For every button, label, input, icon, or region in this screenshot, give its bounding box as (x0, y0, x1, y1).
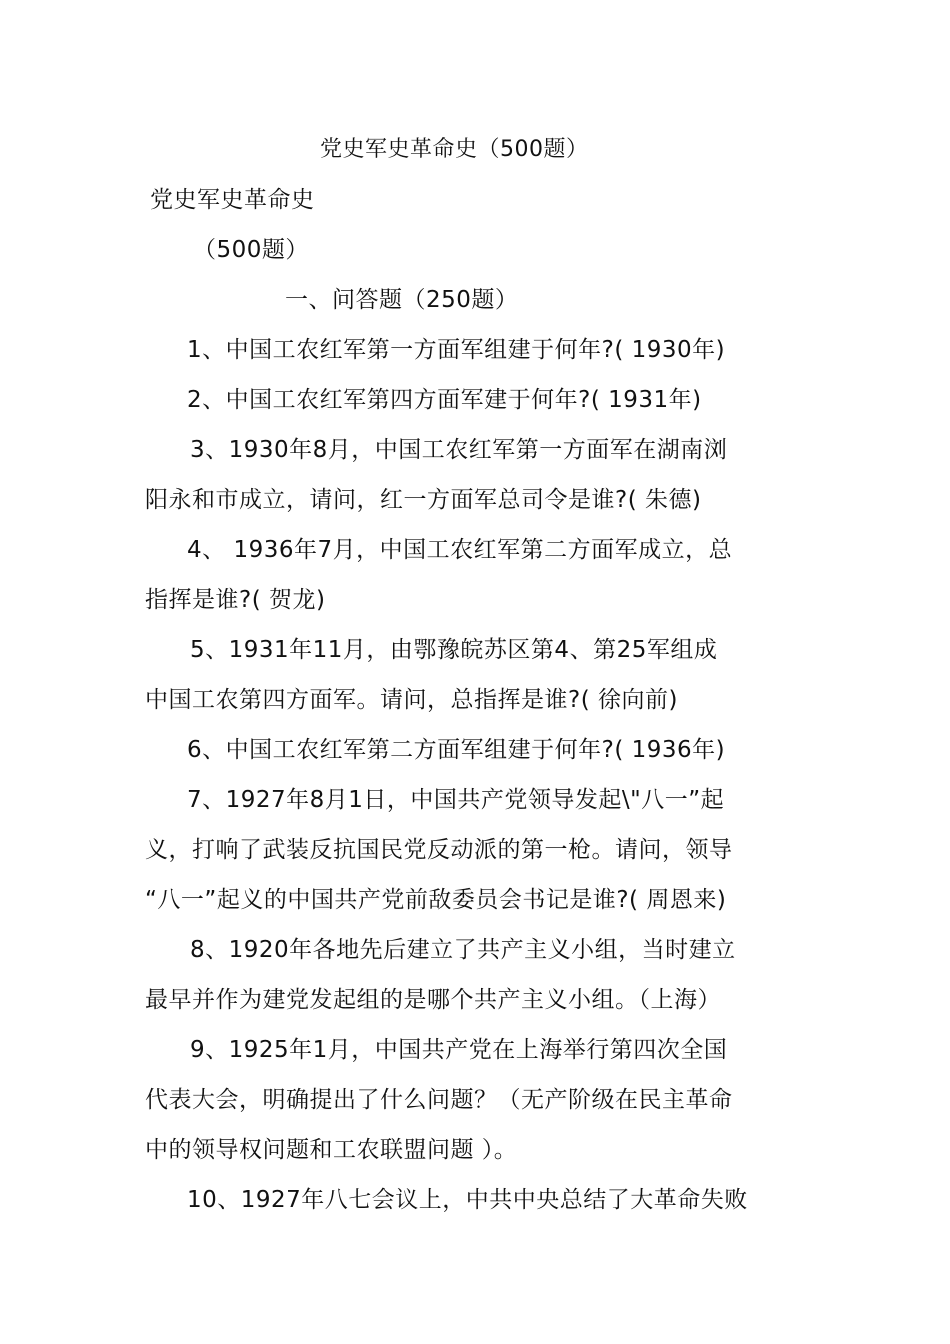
paragraph-line: 7、1927年8月1日，中国共产党领导发起\"八一”起 (187, 787, 725, 813)
paragraph-line: 4、 1936年7月，中国工农红军第二方面军成立，总 (187, 537, 733, 563)
document-title: 党史军史革命史（500题） (320, 137, 589, 162)
paragraph-line: 8、1920年各地先后建立了共产主义小组，当时建立 (190, 937, 736, 963)
paragraph-line: 中的领导权问题和工农联盟问题 ）。 (145, 1137, 518, 1163)
document-heading: 党史军史革命史 (150, 187, 315, 213)
paragraph-line: 阳永和市成立，请问，红一方面军总司令是谁?( 朱德) (145, 487, 702, 513)
paragraph-line: 9、1925年1月，中国共产党在上海举行第四次全国 (190, 1037, 728, 1063)
paragraph-line: 1、中国工农红军第一方面军组建于何年?( 1930年) (187, 337, 726, 363)
paragraph-line: 2、中国工农红军第四方面军建于何年?( 1931年) (187, 387, 702, 413)
document-subheading: （500题） (193, 237, 309, 263)
paragraph-line: “八一”起义的中国共产党前敌委员会书记是谁?( 周恩来) (145, 887, 727, 913)
paragraph-line: 10、1927年八七会议上，中共中央总结了大革命失败 (187, 1187, 748, 1213)
section-heading: 一、问答题（250题） (285, 287, 519, 313)
paragraph-line: 代表大会，明确提出了什么问题？（无产阶级在民主革命 (145, 1087, 733, 1113)
paragraph-line: 5、1931年11月，由鄂豫皖苏区第4、第25军组成 (190, 637, 718, 663)
paragraph-line: 6、中国工农红军第二方面军组建于何年?( 1936年) (187, 737, 726, 763)
paragraph-line: 中国工农第四方面军。请问，总指挥是谁?( 徐向前) (145, 687, 678, 713)
paragraph-line: 最早并作为建党发起组的是哪个共产主义小组。（上海） (145, 987, 721, 1013)
paragraph-line: 3、1930年8月，中国工农红军第一方面军在湖南浏 (190, 437, 728, 463)
paragraph-line: 义，打响了武装反抗国民党反动派的第一枪。请问，领导 (145, 837, 733, 863)
paragraph-line: 指挥是谁?( 贺龙) (145, 587, 326, 613)
